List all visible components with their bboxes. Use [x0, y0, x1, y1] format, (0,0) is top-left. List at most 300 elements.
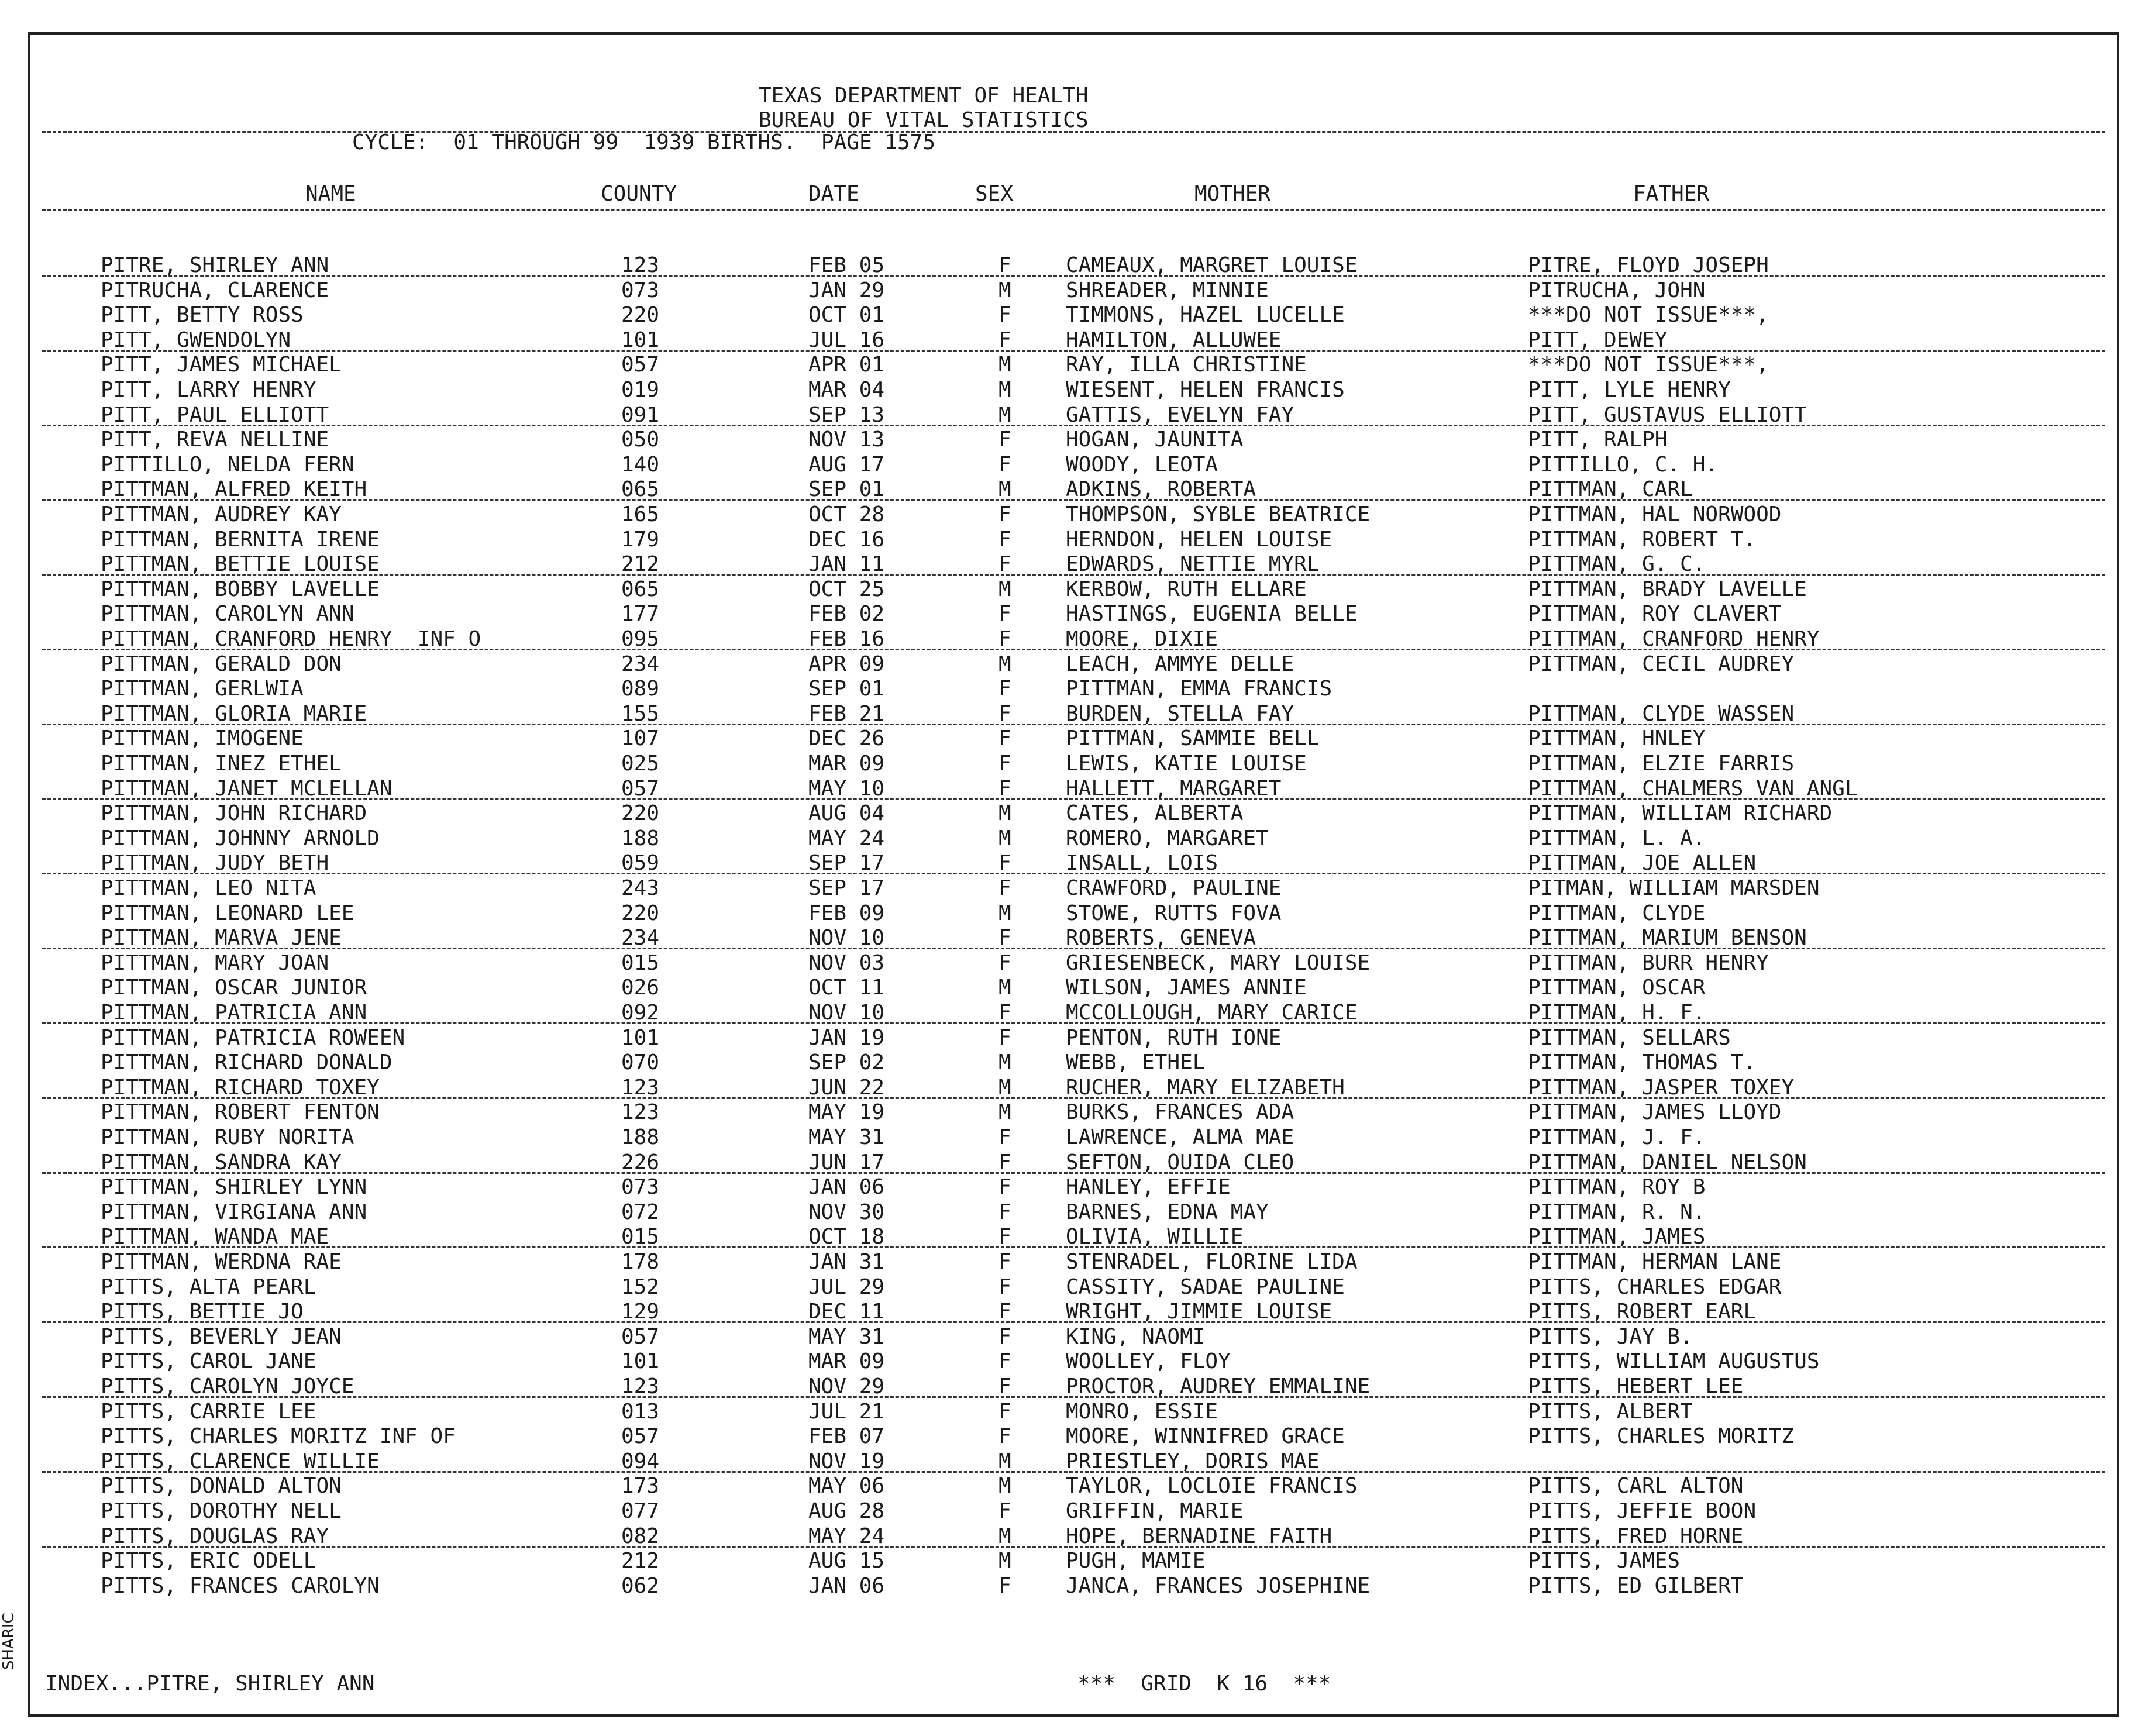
record-name: PITT, REVA NELLINE [101, 428, 329, 452]
record-father: PITTMAN, CECIL AUDREY [1528, 652, 1795, 676]
record-name: PITTS, BEVERLY JEAN [101, 1325, 342, 1349]
record-name: PITT, BETTY ROSS [101, 303, 304, 327]
record-mother: PRIESTLEY, DORIS MAE [1066, 1449, 1320, 1473]
record-sex: F [998, 502, 1011, 526]
record-mother: BURKS, FRANCES ADA [1066, 1100, 1294, 1124]
row-rule [42, 350, 2105, 352]
record-mother: SEFTON, OUIDA CLEO [1066, 1151, 1294, 1174]
record-county: 094 [621, 1449, 660, 1473]
record-sex: F [998, 752, 1011, 776]
record-father: PITTMAN, BRADY LAVELLE [1528, 577, 1807, 601]
record-father: PITTMAN, THOMAS T. [1528, 1050, 1757, 1074]
record-date: NOV 03 [808, 951, 885, 975]
record-county: 050 [621, 428, 660, 452]
record-father: PITTMAN, WILLIAM RICHARD [1528, 801, 1833, 825]
record-county: 123 [621, 1375, 660, 1399]
record-date: AUG 28 [808, 1499, 885, 1523]
record-county: 057 [621, 1424, 660, 1448]
record-mother: HERNDON, HELEN LOUISE [1066, 528, 1332, 552]
record-date: MAR 04 [808, 378, 885, 402]
record-father: PITTMAN, JASPER TOXEY [1528, 1076, 1795, 1100]
record-name: PITTS, ALTA PEARL [101, 1275, 316, 1299]
record-sex: F [998, 1026, 1011, 1050]
record-mother: HASTINGS, EUGENIA BELLE [1066, 602, 1358, 626]
record-mother: PITTMAN, SAMMIE BELL [1066, 726, 1320, 750]
record-father: PITTS, FRED HORNE [1528, 1524, 1744, 1548]
record-father: ***DO NOT ISSUE***, [1528, 303, 1769, 327]
record-date: MAY 19 [808, 1100, 885, 1124]
record-mother: LEWIS, KATIE LOUISE [1066, 752, 1307, 776]
record-sex: M [998, 976, 1011, 1000]
record-mother: MOORE, WINNIFRED GRACE [1066, 1424, 1345, 1448]
record-date: JUL 21 [808, 1400, 885, 1424]
record-sex: F [998, 1175, 1011, 1199]
record-date: MAY 06 [808, 1474, 885, 1498]
record-county: 077 [621, 1499, 660, 1523]
record-mother: STOWE, RUTTS FOVA [1066, 901, 1282, 925]
record-mother: BURDEN, STELLA FAY [1066, 702, 1294, 726]
side-label: SHARIC [0, 1613, 18, 1670]
record-sex: M [998, 652, 1011, 676]
record-date: DEC 26 [808, 726, 885, 750]
record-date: JAN 11 [808, 552, 885, 576]
record-father: PITTMAN, CRANFORD HENRY [1528, 627, 1820, 651]
record-mother: KING, NAOMI [1066, 1325, 1206, 1349]
record-date: OCT 01 [808, 303, 885, 327]
record-name: PITT, LARRY HENRY [101, 378, 316, 402]
record-name: PITTMAN, RICHARD TOXEY [101, 1076, 380, 1100]
record-date: JUN 22 [808, 1076, 885, 1100]
record-sex: M [998, 801, 1011, 825]
record-mother: CASSITY, SADAE PAULINE [1066, 1275, 1345, 1299]
row-rule [42, 499, 2105, 501]
report-title: TEXAS DEPARTMENT OF HEALTH [759, 84, 1089, 108]
record-date: JAN 29 [808, 278, 885, 302]
record-date: MAY 24 [808, 826, 885, 850]
record-mother: TIMMONS, HAZEL LUCELLE [1066, 303, 1345, 327]
record-name: PITTMAN, BERNITA IRENE [101, 528, 380, 552]
record-sex: F [998, 602, 1011, 626]
record-mother: PUGH, MAMIE [1066, 1549, 1206, 1573]
record-date: OCT 11 [808, 976, 885, 1000]
record-county: 089 [621, 677, 660, 701]
record-sex: F [998, 1424, 1011, 1448]
row-rule [42, 649, 2105, 650]
record-father: PITTMAN, CARL [1528, 477, 1693, 501]
record-date: NOV 13 [808, 428, 885, 452]
record-sex: F [998, 552, 1011, 576]
record-date: MAY 10 [808, 777, 885, 801]
record-mother: PROCTOR, AUDREY EMMALINE [1066, 1375, 1371, 1399]
row-rule [42, 425, 2105, 426]
record-county: 015 [621, 1225, 660, 1249]
col-header-date: DATE [808, 182, 859, 206]
col-header-county: COUNTY [601, 182, 677, 206]
record-mother: CAMEAUX, MARGRET LOUISE [1066, 253, 1358, 277]
record-date: NOV 30 [808, 1200, 885, 1224]
record-name: PITTS, DOUGLAS RAY [101, 1524, 329, 1548]
record-father: PITTMAN, J. F. [1528, 1125, 1706, 1149]
record-sex: F [998, 926, 1011, 950]
record-name: PITT, PAUL ELLIOTT [101, 403, 329, 427]
record-date: NOV 10 [808, 926, 885, 950]
record-sex: M [998, 353, 1011, 377]
record-father: PITTMAN, G. C. [1528, 552, 1706, 576]
record-county: 057 [621, 777, 660, 801]
record-name: PITTMAN, PATRICIA ROWEEN [101, 1026, 405, 1050]
record-sex: F [998, 528, 1011, 552]
record-father: PITTS, HEBERT LEE [1528, 1375, 1744, 1399]
record-name: PITTMAN, GLORIA MARIE [101, 702, 367, 726]
row-rule [42, 1022, 2105, 1024]
record-date: MAY 24 [808, 1524, 885, 1548]
record-sex: M [998, 1549, 1011, 1573]
record-sex: F [998, 428, 1011, 452]
record-county: 070 [621, 1050, 660, 1074]
record-mother: WIESENT, HELEN FRANCIS [1066, 378, 1345, 402]
row-rule [42, 1471, 2105, 1473]
record-father: PITTS, ROBERT EARL [1528, 1300, 1757, 1324]
record-county: 220 [621, 801, 660, 825]
record-name: PITTMAN, OSCAR JUNIOR [101, 976, 367, 1000]
record-mother: PENTON, RUTH IONE [1066, 1026, 1282, 1050]
record-mother: KERBOW, RUTH ELLARE [1066, 577, 1307, 601]
record-county: 101 [621, 1026, 660, 1050]
record-mother: LAWRENCE, ALMA MAE [1066, 1125, 1294, 1149]
row-rule [42, 1172, 2105, 1174]
record-father: PITTMAN, JAMES LLOYD [1528, 1100, 1782, 1124]
record-father: PITTMAN, ROY CLAVERT [1528, 602, 1782, 626]
col-header-mother: MOTHER [1194, 182, 1271, 206]
record-name: PITTMAN, CRANFORD HENRY INF O [101, 627, 481, 651]
record-mother: INSALL, LOIS [1066, 851, 1218, 875]
record-mother: CATES, ALBERTA [1066, 801, 1244, 825]
row-rule [42, 1396, 2105, 1398]
record-date: FEB 02 [808, 602, 885, 626]
record-sex: F [998, 328, 1011, 352]
record-date: AUG 17 [808, 453, 885, 477]
record-name: PITTS, DOROTHY NELL [101, 1499, 342, 1523]
record-father: PITTS, CARL ALTON [1528, 1474, 1744, 1498]
record-name: PITTMAN, GERALD DON [101, 652, 342, 676]
record-date: MAR 09 [808, 1349, 885, 1373]
record-name: PITTS, DONALD ALTON [101, 1474, 342, 1498]
record-name: PITTMAN, BOBBY LAVELLE [101, 577, 380, 601]
record-father: PITTS, CHARLES EDGAR [1528, 1275, 1782, 1299]
record-father: PITT, RALPH [1528, 428, 1668, 452]
row-rule [42, 873, 2105, 874]
record-county: 101 [621, 1349, 660, 1373]
record-father: PITTMAN, R. N. [1528, 1200, 1706, 1224]
record-sex: F [998, 1325, 1011, 1349]
record-father: PITTS, JAMES [1528, 1549, 1681, 1573]
record-date: SEP 17 [808, 851, 885, 875]
record-name: PITTMAN, JANET MCLELLAN [101, 777, 392, 801]
record-county: 155 [621, 702, 660, 726]
record-name: PITTS, CAROLYN JOYCE [101, 1375, 354, 1399]
record-mother: LEACH, AMMYE DELLE [1066, 652, 1294, 676]
record-father: PITTS, JEFFIE BOON [1528, 1499, 1757, 1523]
record-sex: F [998, 627, 1011, 651]
record-sex: F [998, 1400, 1011, 1424]
record-name: PITTMAN, ROBERT FENTON [101, 1100, 380, 1124]
record-mother: ROMERO, MARGARET [1066, 826, 1269, 850]
record-county: 092 [621, 1001, 660, 1025]
record-mother: RAY, ILLA CHRISTINE [1066, 353, 1307, 377]
record-name: PITTMAN, PATRICIA ANN [101, 1001, 367, 1025]
record-county: 025 [621, 752, 660, 776]
record-father: PITTMAN, DANIEL NELSON [1528, 1151, 1807, 1174]
record-father: PITTS, CHARLES MORITZ [1528, 1424, 1795, 1448]
record-date: AUG 15 [808, 1549, 885, 1573]
record-sex: F [998, 1001, 1011, 1025]
record-name: PITTS, CARRIE LEE [101, 1400, 316, 1424]
record-sex: F [998, 1225, 1011, 1249]
record-date: JAN 06 [808, 1175, 885, 1199]
record-sex: F [998, 1300, 1011, 1324]
row-rule [42, 948, 2105, 949]
record-county: 220 [621, 303, 660, 327]
col-header-father: FATHER [1633, 182, 1710, 206]
record-county: 173 [621, 1474, 660, 1498]
record-county: 123 [621, 253, 660, 277]
record-date: MAY 31 [808, 1125, 885, 1149]
record-mother: OLIVIA, WILLIE [1066, 1225, 1244, 1249]
record-father: PITTMAN, H. F. [1528, 1001, 1706, 1025]
record-county: 234 [621, 652, 660, 676]
record-county: 212 [621, 1549, 660, 1573]
record-mother: HOPE, BERNADINE FAITH [1066, 1524, 1332, 1548]
record-father: PITTMAN, HAL NORWOOD [1528, 502, 1782, 526]
record-sex: M [998, 901, 1011, 925]
record-name: PITTMAN, INEZ ETHEL [101, 752, 342, 776]
row-rule [42, 574, 2105, 576]
record-mother: MOORE, DIXIE [1066, 627, 1218, 651]
record-county: 019 [621, 378, 660, 402]
record-name: PITTS, BETTIE JO [101, 1300, 304, 1324]
record-mother: CRAWFORD, PAULINE [1066, 876, 1282, 900]
record-county: 057 [621, 1325, 660, 1349]
record-date: MAR 09 [808, 752, 885, 776]
record-mother: PITTMAN, EMMA FRANCIS [1066, 677, 1332, 701]
record-sex: F [998, 1250, 1011, 1274]
record-mother: HANLEY, EFFIE [1066, 1175, 1231, 1199]
record-date: NOV 29 [808, 1375, 885, 1399]
record-date: DEC 11 [808, 1300, 885, 1324]
record-county: 129 [621, 1300, 660, 1324]
row-rule [42, 724, 2105, 725]
record-county: 065 [621, 577, 660, 601]
record-date: JUL 29 [808, 1275, 885, 1299]
record-name: PITTMAN, IMOGENE [101, 726, 304, 750]
record-father: PITTS, ED GILBERT [1528, 1574, 1744, 1598]
record-father: PITMAN, WILLIAM MARSDEN [1528, 876, 1820, 900]
record-county: 095 [621, 627, 660, 651]
record-date: FEB 05 [808, 253, 885, 277]
record-name: PITT, GWENDOLYN [101, 328, 291, 352]
record-sex: F [998, 876, 1011, 900]
record-mother: EDWARDS, NETTIE MYRL [1066, 552, 1320, 576]
record-name: PITTMAN, CAROLYN ANN [101, 602, 354, 626]
record-sex: F [998, 677, 1011, 701]
record-name: PITTMAN, LEONARD LEE [101, 901, 354, 925]
record-name: PITTMAN, MARY JOAN [101, 951, 329, 975]
record-county: 073 [621, 1175, 660, 1199]
record-county: 188 [621, 826, 660, 850]
record-name: PITTMAN, RUBY NORITA [101, 1125, 354, 1149]
record-name: PITTS, FRANCES CAROLYN [101, 1574, 380, 1598]
record-sex: M [998, 477, 1011, 501]
record-name: PITTMAN, JOHNNY ARNOLD [101, 826, 380, 850]
record-name: PITTMAN, WANDA MAE [101, 1225, 329, 1249]
record-county: 015 [621, 951, 660, 975]
record-father: PITT, LYLE HENRY [1528, 378, 1731, 402]
record-father: PITTMAN, JAMES [1528, 1225, 1706, 1249]
record-mother: SHREADER, MINNIE [1066, 278, 1269, 302]
record-county: 091 [621, 403, 660, 427]
record-sex: F [998, 1275, 1011, 1299]
record-sex: M [998, 1474, 1011, 1498]
record-mother: BARNES, EDNA MAY [1066, 1200, 1269, 1224]
row-rule [42, 1546, 2105, 1548]
record-date: SEP 17 [808, 876, 885, 900]
rule-columns [42, 209, 2105, 211]
record-father: PITTMAN, CLYDE WASSEN [1528, 702, 1795, 726]
record-name: PITTMAN, AUDREY KAY [101, 502, 342, 526]
record-date: JAN 06 [808, 1574, 885, 1598]
record-mother: HAMILTON, ALLUWEE [1066, 328, 1282, 352]
record-mother: GATTIS, EVELYN FAY [1066, 403, 1294, 427]
record-date: MAY 31 [808, 1325, 885, 1349]
record-mother: JANCA, FRANCES JOSEPHINE [1066, 1574, 1371, 1598]
record-sex: F [998, 1200, 1011, 1224]
record-father: PITTMAN, ROY B [1528, 1175, 1706, 1199]
col-header-sex: SEX [975, 182, 1014, 206]
record-mother: WILSON, JAMES ANNIE [1066, 976, 1307, 1000]
record-sex: F [998, 726, 1011, 750]
record-county: 101 [621, 328, 660, 352]
record-name: PITTMAN, SANDRA KAY [101, 1151, 342, 1174]
record-sex: F [998, 453, 1011, 477]
record-mother: STENRADEL, FLORINE LIDA [1066, 1250, 1358, 1274]
record-sex: F [998, 951, 1011, 975]
record-date: SEP 13 [808, 403, 885, 427]
record-father: PITTS, ALBERT [1528, 1400, 1693, 1424]
record-sex: M [998, 1076, 1011, 1100]
record-sex: M [998, 826, 1011, 850]
record-date: OCT 18 [808, 1225, 885, 1249]
record-sex: F [998, 303, 1011, 327]
record-county: 107 [621, 726, 660, 750]
record-father: PITTMAN, CLYDE [1528, 901, 1706, 925]
record-date: FEB 16 [808, 627, 885, 651]
record-sex: F [998, 702, 1011, 726]
record-date: JUL 16 [808, 328, 885, 352]
record-date: FEB 07 [808, 1424, 885, 1448]
record-mother: GRIESENBECK, MARY LOUISE [1066, 951, 1371, 975]
record-sex: F [998, 777, 1011, 801]
record-date: DEC 16 [808, 528, 885, 552]
record-county: 152 [621, 1275, 660, 1299]
record-name: PITT, JAMES MICHAEL [101, 353, 342, 377]
record-county: 226 [621, 1151, 660, 1174]
report-subtitle: BUREAU OF VITAL STATISTICS [759, 108, 1089, 132]
record-father: PITTMAN, BURR HENRY [1528, 951, 1769, 975]
record-county: 220 [621, 901, 660, 925]
record-date: NOV 19 [808, 1449, 885, 1473]
record-sex: F [998, 1125, 1011, 1149]
record-sex: F [998, 1349, 1011, 1373]
record-county: 062 [621, 1574, 660, 1598]
record-date: NOV 10 [808, 1001, 885, 1025]
record-county: 188 [621, 1125, 660, 1149]
record-mother: WOOLLEY, FLOY [1066, 1349, 1231, 1373]
record-mother: WEBB, ETHEL [1066, 1050, 1206, 1074]
record-father: PITT, DEWEY [1528, 328, 1668, 352]
record-county: 073 [621, 278, 660, 302]
row-rule [42, 798, 2105, 800]
record-name: PITTMAN, VIRGIANA ANN [101, 1200, 367, 1224]
ledger-sheet [28, 32, 2119, 1717]
record-father: PITTMAN, JOE ALLEN [1528, 851, 1757, 875]
record-father: PITTMAN, ROBERT T. [1528, 528, 1757, 552]
record-date: AUG 04 [808, 801, 885, 825]
row-rule [42, 275, 2105, 277]
record-county: 123 [621, 1076, 660, 1100]
record-sex: M [998, 1100, 1011, 1124]
row-rule [42, 1246, 2105, 1248]
record-county: 212 [621, 552, 660, 576]
record-sex: M [998, 1050, 1011, 1074]
record-name: PITTMAN, JOHN RICHARD [101, 801, 367, 825]
record-county: 179 [621, 528, 660, 552]
record-name: PITTMAN, BETTIE LOUISE [101, 552, 380, 576]
record-sex: M [998, 1524, 1011, 1548]
record-sex: F [998, 1151, 1011, 1174]
col-header-name: NAME [305, 182, 356, 206]
record-father: PITTMAN, OSCAR [1528, 976, 1706, 1000]
record-name: PITRE, SHIRLEY ANN [101, 253, 329, 277]
record-father: ***DO NOT ISSUE***, [1528, 353, 1769, 377]
footer-grid: *** GRID K 16 *** [1077, 1672, 1331, 1696]
record-name: PITTMAN, ALFRED KEITH [101, 477, 367, 501]
record-father: PITRE, FLOYD JOSEPH [1528, 253, 1769, 277]
record-mother: WOODY, LEOTA [1066, 453, 1218, 477]
record-mother: TAYLOR, LOCLOIE FRANCIS [1066, 1474, 1358, 1498]
record-father: PITRUCHA, JOHN [1528, 278, 1706, 302]
record-county: 165 [621, 502, 660, 526]
record-mother: ROBERTS, GENEVA [1066, 926, 1256, 950]
record-date: OCT 25 [808, 577, 885, 601]
record-county: 013 [621, 1400, 660, 1424]
record-sex: M [998, 278, 1011, 302]
record-date: SEP 01 [808, 477, 885, 501]
record-sex: F [998, 1574, 1011, 1598]
record-sex: M [998, 403, 1011, 427]
record-name: PITTMAN, GERLWIA [101, 677, 304, 701]
record-date: FEB 21 [808, 702, 885, 726]
record-name: PITRUCHA, CLARENCE [101, 278, 329, 302]
record-date: APR 09 [808, 652, 885, 676]
record-county: 059 [621, 851, 660, 875]
record-father: PITTILLO, C. H. [1528, 453, 1719, 477]
record-sex: M [998, 1449, 1011, 1473]
record-county: 178 [621, 1250, 660, 1274]
record-mother: HOGAN, JAUNITA [1066, 428, 1244, 452]
record-sex: M [998, 577, 1011, 601]
row-rule [42, 1321, 2105, 1323]
record-county: 057 [621, 353, 660, 377]
